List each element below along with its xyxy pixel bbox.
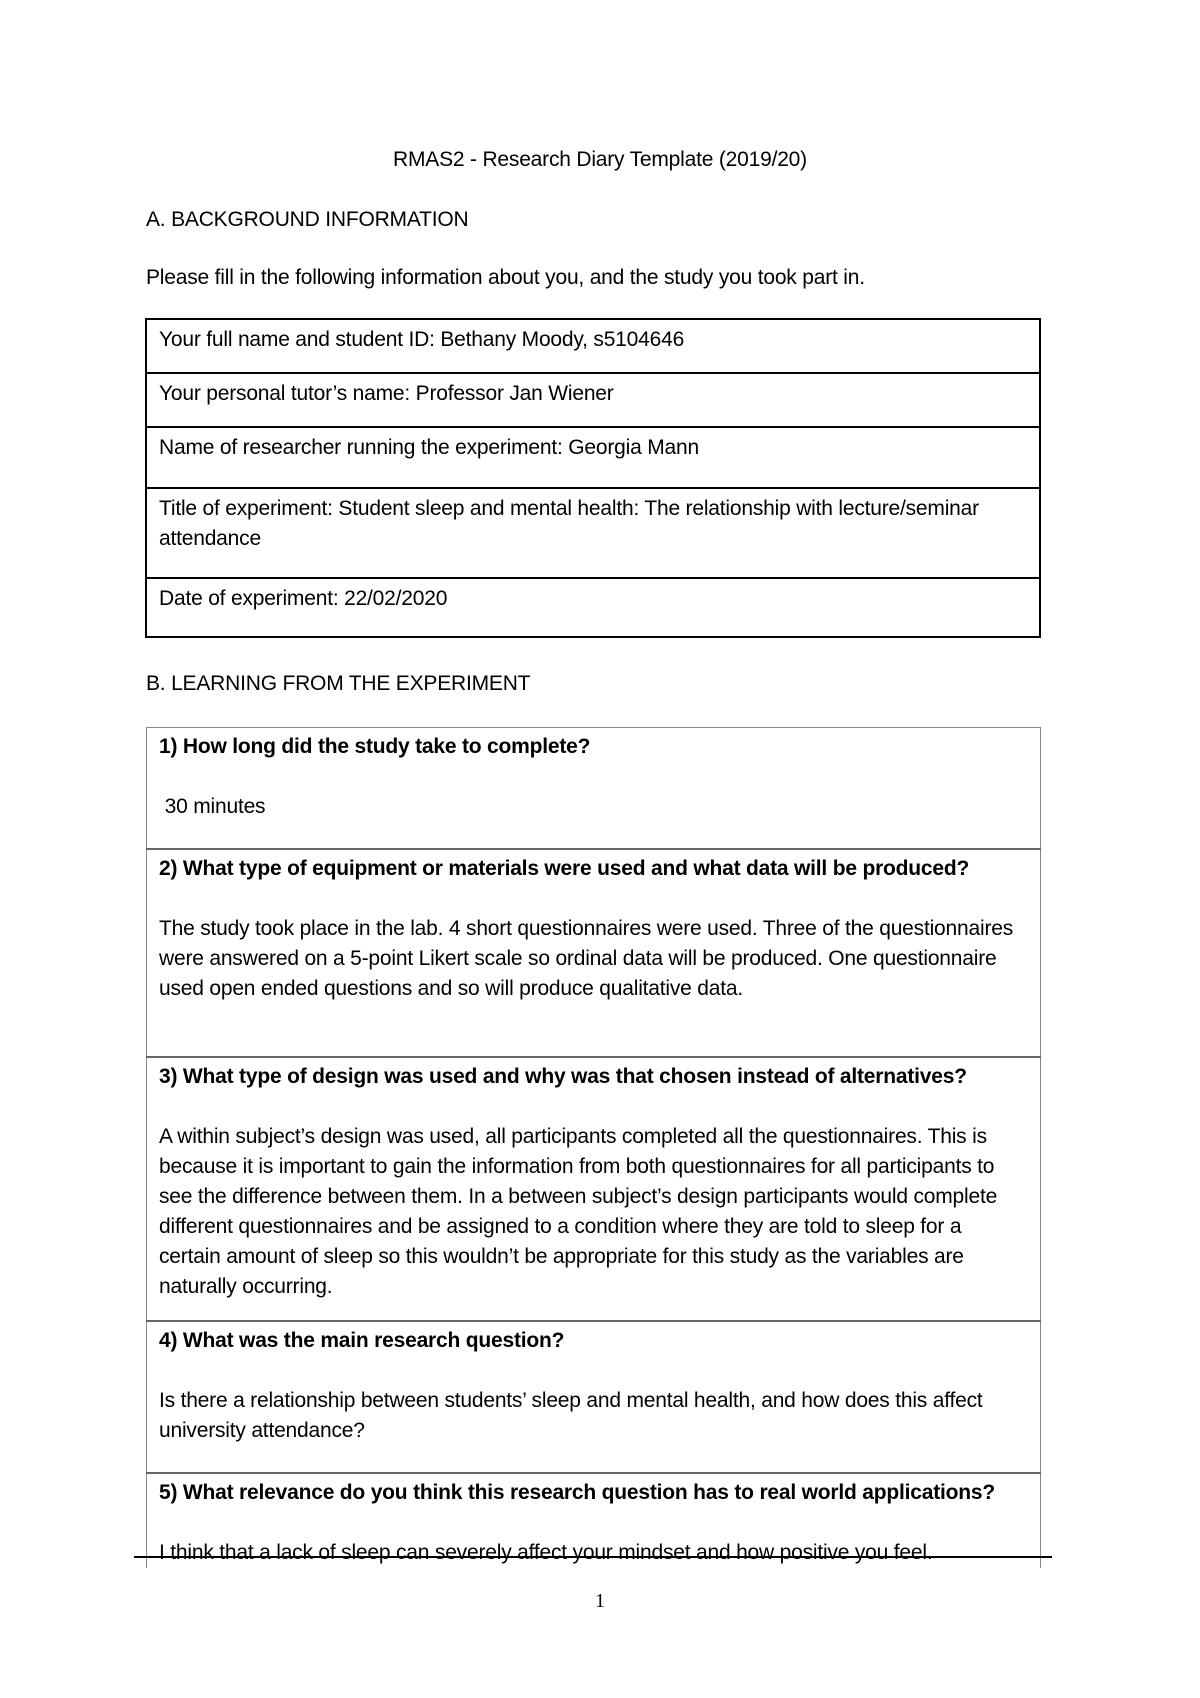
- answer-2: The study took place in the lab. 4 short questionnaires were used. Three of the questionnaires were answered on a 5-point Likert scale so ordinal data will be produced. One questionnaire used open ended questions and so will produce qualitative data.: [159, 917, 1014, 1000]
- section-a-heading: A. BACKGROUND INFORMATION: [146, 208, 469, 231]
- question-5: 5) What relevance do you think this research question has to real world applications?: [159, 1481, 996, 1504]
- question-5-cell: [147, 1473, 1041, 1568]
- table-row: [147, 728, 1041, 850]
- page-title: RMAS2 - Research Diary Template (2019/20): [393, 148, 807, 171]
- question-2-cell: [147, 849, 1041, 1057]
- question-3-cell: [147, 1057, 1041, 1321]
- question-1-cell: [147, 728, 1041, 850]
- table-row: [147, 1057, 1041, 1321]
- experiment-date-cell: Date of experiment: 22/02/2020: [146, 578, 1040, 637]
- table-row: [146, 373, 1040, 427]
- background-info-table: [145, 318, 1041, 638]
- question-1: 1) How long did the study take to complete?: [159, 735, 591, 758]
- answer-3: A within subject’s design was used, all participants completed all the questionnaires. This is because it is important to gain the information from both questionnaires for all participants to see the difference between them. In a between subject’s design participants would complete different questionnaires and be assigned to a condition where they are told to sleep for a certain amount of sleep so this wouldn’t be appropriate for this study as the variables are naturally occurring.: [159, 1125, 998, 1298]
- question-4: 4) What was the main research question?: [159, 1329, 565, 1352]
- table-row: [147, 1321, 1041, 1473]
- section-b-heading: B. LEARNING FROM THE EXPERIMENT: [146, 672, 531, 695]
- question-2: 2) What type of equipment or materials were used and what data will be produced?: [159, 857, 970, 880]
- question-4-cell: [147, 1321, 1041, 1473]
- section-a-intro: Please fill in the following information about you, and the study you took part in.: [146, 266, 865, 289]
- table-row: [146, 427, 1040, 488]
- personal-tutor-cell: Your personal tutor’s name: Professor Jan Wiener: [146, 373, 1040, 427]
- student-name-id-cell: Your full name and student ID: Bethany Moody, s5104646: [146, 319, 1040, 373]
- question-3: 3) What type of design was used and why was that chosen instead of alternatives?: [159, 1065, 967, 1088]
- researcher-name-cell: Name of researcher running the experiment: Georgia Mann: [146, 427, 1040, 488]
- table-row: [147, 1473, 1041, 1568]
- experiment-title-cell: Title of experiment: Student sleep and mental health: The relationship with lecture/seminar attendance: [146, 488, 1040, 578]
- table-row: [146, 578, 1040, 637]
- table-row: [146, 319, 1040, 373]
- answer-5: I think that a lack of sleep can severely affect your mindset and how positive you feel.: [159, 1541, 933, 1564]
- answer-4: Is there a relationship between students’ sleep and mental health, and how does this affect university attendance?: [159, 1389, 983, 1442]
- answer-1: 30 minutes: [159, 795, 266, 818]
- page-bottom-rule: [134, 1556, 1052, 1558]
- page-number: 1: [595, 1590, 605, 1612]
- table-row: [147, 849, 1041, 1057]
- learning-table: [146, 727, 1041, 1568]
- table-row: [146, 488, 1040, 578]
